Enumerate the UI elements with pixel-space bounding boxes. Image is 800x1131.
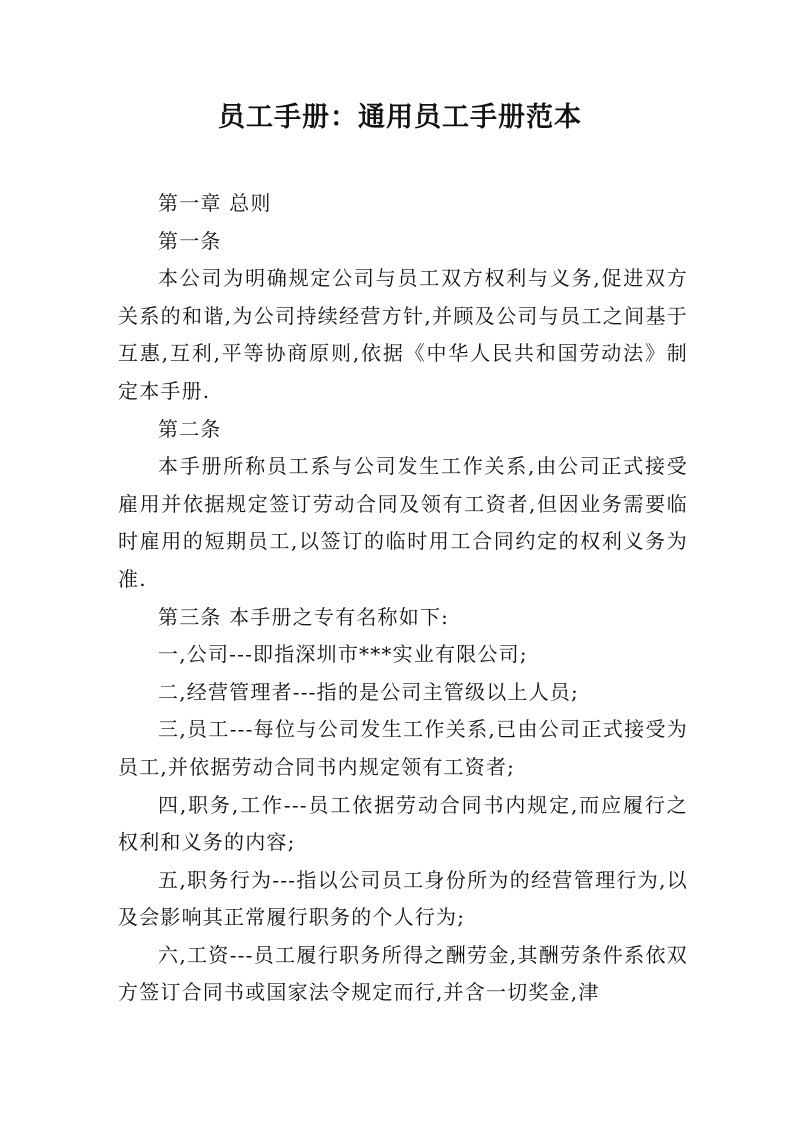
definition-item: 三,员工---每位与公司发生工作关系,已由公司正式接受为员工,并依据劳动合同书内规定领有工资者; [118, 717, 688, 779]
definition-item: 一,公司---即指深圳市***实业有限公司; [158, 642, 528, 667]
article-3-heading: 第三条 本手册之专有名称如下: [158, 604, 450, 629]
article-2-text: 本手册所称员工系与公司发生工作关系,由公司正式接受雇用并依据规定签订劳动合同及领有工资者,但因业务需要临时雇用的短期员工,以签订的临时用工合同约定的权利义务为准. [118, 454, 688, 591]
definition-item: 五,职务行为---指以公司员工身份所为的经营管理行为,以及会影响其正常履行职务的个人行为; [118, 867, 688, 930]
document-title: 员工手册：通用员工手册范本 [218, 102, 582, 133]
document-body [118, 185, 688, 1012]
definition-item: 四,职务,工作---员工依据劳动合同书内规定,而应履行之权利和义务的内容; [118, 792, 688, 855]
article-1-text: 本公司为明确规定公司与员工双方权利与义务,促进双方关系的和谐,为公司持续经营方针,并顾及公司与员工之间基于互惠,互利,平等协商原则,依据《中华人民共和国劳动法》制定本手册. [118, 266, 688, 403]
article-2-heading: 第二条 [158, 416, 222, 441]
definition-item: 六,工资---员工履行职务所得之酬劳金,其酬劳条件系依双方签订合同书或国家法令规定而行,并含一切奖金,津 [118, 942, 688, 1005]
chapter-heading: 第一章 总则 [158, 191, 272, 215]
definition-item: 二,经营管理者---指的是公司主管级以上人员; [158, 679, 579, 704]
article-1-heading: 第一条 [158, 228, 222, 253]
